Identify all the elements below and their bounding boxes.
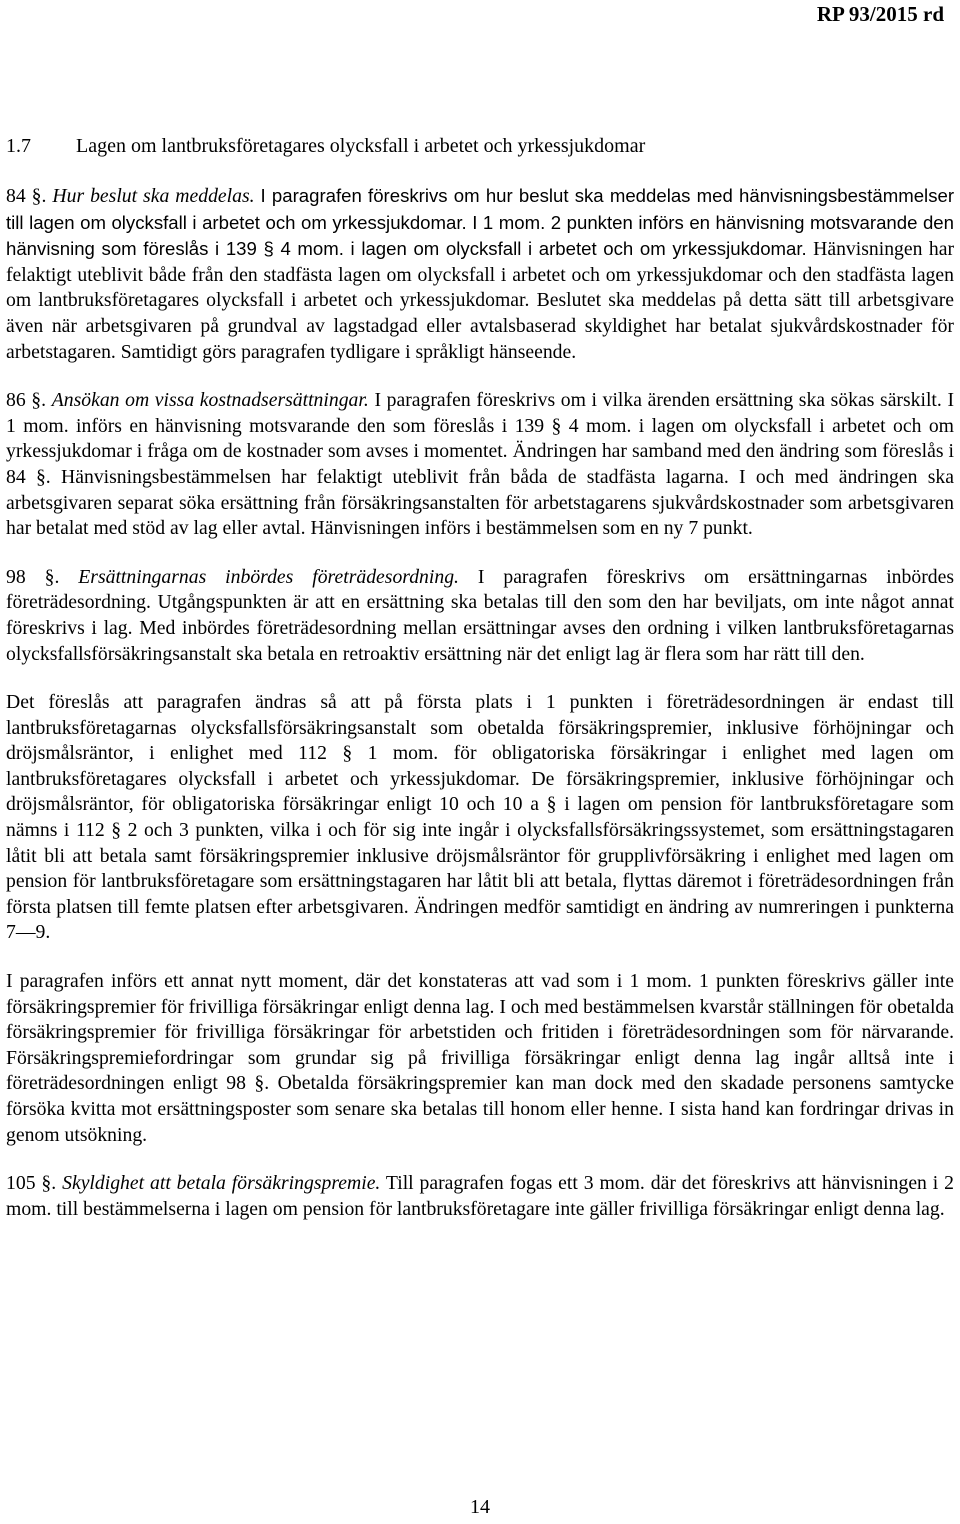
paragraph-heading: Ansökan om vissa kostnadsersättningar. (51, 389, 369, 412)
paragraph-number: 105 §. (6, 1172, 57, 1195)
paragraph-heading: Skyldighet att betala försäkringspremie. (62, 1172, 381, 1195)
paragraph-98-new-moment (6, 969, 954, 1148)
section-number: 1.7 (6, 135, 31, 157)
section-heading (6, 135, 645, 158)
page-number: 14 (470, 1496, 490, 1518)
paragraph-number: 98 §. (6, 565, 60, 588)
paragraph-text: Hänvisningen har felaktigt uteblivit både från den stadfästa lagen om olycksfall i arbetet och om yrkessjukdomar och den stadfästa lagen om lantbruksföretagares olycksfall i arbetet och yrkessjukdomar. Beslutet ska meddelas på detta sätt till arbetsgivare även när arbetsgivaren på grundval av lagstadgad eller avtalsbaserad skyldighet har betalat sjukvårdskostnader för arbetstagaren. Samtidigt görs paragrafen tydligare i språkligt hänseende. (6, 238, 955, 363)
paragraph-number: 84 §. (6, 185, 47, 207)
document-id: RP 93/2015 rd (816, 2, 944, 26)
paragraph-text-sans: I paragrafen föreskrivs om hur beslut ska meddelas med hänvisningsbestämmelser till lagen om olycksfall i arbetet och om yrkessjukdomar. I 1 mom. 2 punkten införs en hänvisning motsvarande den hänvisning som föreslås i 139 § 4 mom. i lagen om olycksfall i arbetet och om yrkessjukdomar. (6, 185, 955, 260)
paragraph-text: Det föreslås att paragrafen ändras så att på första plats i 1 punkten i företrädesordningen är endast till lantbruksföretagarnas olycksfallsförsäkringsanstalt som obetalda försäkringspremier, inklusive förhöjningar och dröjsmålsräntor, i enlighet med 112 § 1 mom. för obligatoriska försäkringar i enlighet med lagen om lantbruksföretagares olycksfall i arbetet och yrkessjukdomar. De försäkringspremier, inklusive förhöjningar och dröjsmålsräntor, för obligatoriska försäkringar enligt 10 och 10 a § i lagen om pension för lantbruksföretagare som nämns i 112 § 2 och 3 punkten, vilka i och för sig inte ingår i olycksfallsförsäkringssystemet, som ersättningstagaren låtit bli att betala samt försäkringspremier inklusive dröjsmålsräntor för grupplivförsäkring i enlighet med lagen om pension för lantbruksföretagare som ersättningstagaren har låtit bli att betala, flyttas däremot i företrädesordningen från första platsen till femte platsen efter arbetsgivaren. Ändringen medför samtidigt en ändring av numreringen i punkterna 7—9. (6, 691, 954, 944)
paragraph-heading: Ersättningarnas inbördes företrädesordning. (78, 565, 459, 588)
paragraph-text: I paragrafen införs ett annat nytt moment, där det konstateras att vad som i 1 mom. 1 punkten föreskrivs gäller inte försäkringspremier för frivilliga försäkringar enligt denna lag. I och med bestämmelsen kvarstår ställningen för obetalda försäkringspremier för frivilliga försäkringar för arbetstiden och fritiden i företrädesordningen som för närvarande. Försäkringspremiefordringar som grundar sig på frivilliga försäkringar enligt denna lag ingår alltså inte i företrädesordningen enligt 98 §. Obetalda försäkringspremier kan man dock med den skadade personens samtycke försöka kvitta mot ersättningsposter som senare ska betalas till honom eller henne. I sista hand kan fordringar drivas in genom utsökning. (6, 970, 954, 1146)
paragraph-98-proposal (6, 690, 954, 946)
paragraph-84 (6, 183, 954, 365)
paragraph-number: 86 §. (6, 389, 47, 412)
paragraph-86 (6, 388, 954, 542)
paragraph-text: I paragrafen föreskrivs om i vilka ärenden ersättning ska sökas särskilt. I 1 mom. införs en hänvisning motsvarande den som föreslås i 139 § 4 mom. i lagen om olycksfall i arbetet och om yrkessjukdomar i fråga om de kostnader som avses i momentet. Ändringen har samband med den ändring som föreslås i 84 §. Hänvisningsbestämmelsen har felaktigt uteblivit från båda de stadfästa lagarna. I och med ändringen ska arbetsgivaren separat söka ersättning från försäkringsanstalten för arbetstagarens sjukvårdskostnader som arbetsgivaren har betalat med stöd av lag eller avtal. Hänvisningen införs i bestämmelsen som en ny 7 punkt. (6, 389, 955, 540)
paragraph-text: Till paragrafen fogas ett 3 mom. där det föreskrivs att hänvisningen i 2 mom. till bestämmelserna i lagen om pension för lantbruksföretagare inte gäller frivilliga försäkringar enligt denna lag. (6, 1172, 955, 1220)
paragraph-heading: Hur beslut ska meddelas. (52, 185, 255, 207)
paragraph-text: I paragrafen föreskrivs om ersättningarnas inbördes företrädesordning. Utgångspunkten är att en ersättning ska betalas till den som den har beviljats, om inte något annat föreskrivs i lag. Med inbördes företrädesordning mellan ersättningar avses den ordning i vilken lantbruksföretagarnas olycksfallsförsäkringsanstalt ska betala en retroaktiv ersättning när det enligt lag är flera som har rätt till den. (6, 565, 954, 665)
document-body (6, 183, 954, 1245)
paragraph-98 (6, 565, 954, 667)
section-title: Lagen om lantbruksföretagares olycksfall i arbetet och yrkessjukdomar (76, 135, 646, 157)
paragraph-105 (6, 1171, 954, 1222)
